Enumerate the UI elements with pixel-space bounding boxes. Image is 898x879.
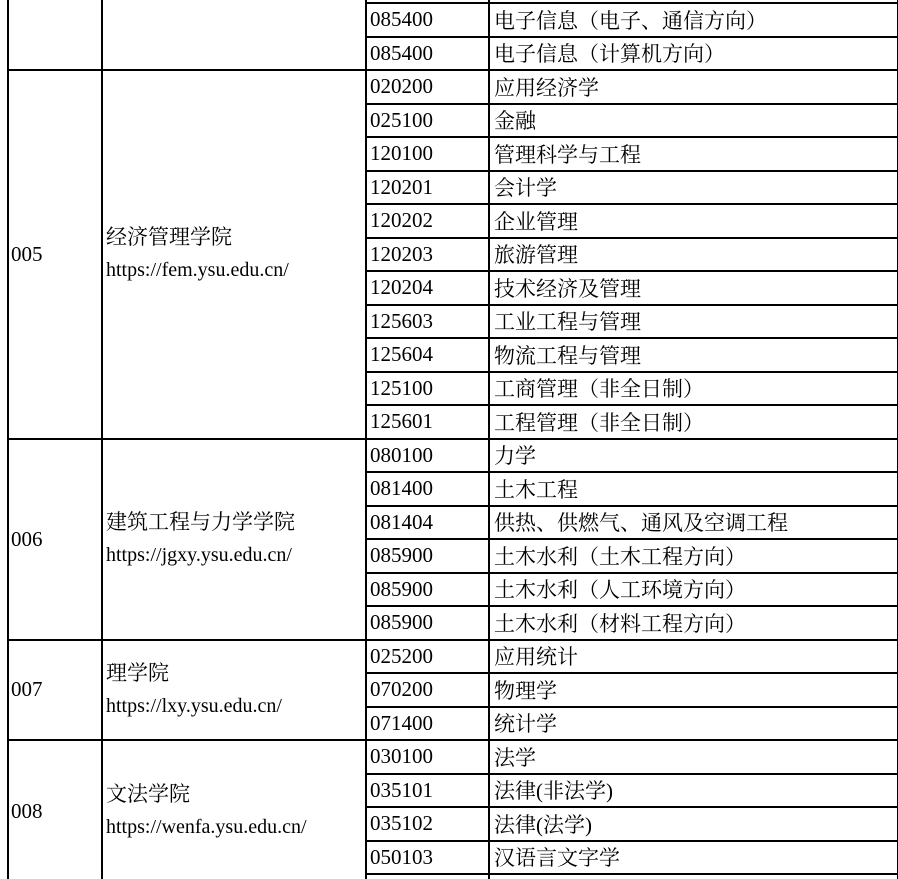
college-name: 经济管理学院 [106, 225, 232, 250]
program-name-cell: 物理学 [489, 673, 898, 707]
table-row [8, 740, 898, 774]
college-cell [102, 439, 366, 640]
program-code-cell: 085400 [366, 3, 489, 37]
college-url: https://jgxy.ysu.edu.cn/ [106, 544, 292, 566]
program-code-cell: 120203 [366, 238, 489, 272]
program-name-cell: 管理科学与工程 [489, 137, 898, 171]
program-name-cell: 技术经济及管理 [489, 271, 898, 305]
program-name-cell: 企业管理 [489, 204, 898, 238]
program-code-cell: 081400 [366, 472, 489, 506]
college-code-cell: 005 [8, 70, 102, 439]
program-name-cell: 工商管理（非全日制） [489, 372, 898, 406]
program-code-cell: 070200 [366, 673, 489, 707]
program-name-cell: 力学 [489, 439, 898, 473]
table-row [8, 640, 898, 674]
program-name-cell: 土木水利（材料工程方向） [489, 606, 898, 640]
program-name-cell: 法律(法学) [489, 807, 898, 841]
program-name-cell: 会计学 [489, 171, 898, 205]
college-cell [102, 740, 366, 879]
college-cell [102, 640, 366, 741]
program-code-cell: 085900 [366, 573, 489, 607]
program-name-cell: 法律(非法学) [489, 774, 898, 808]
program-code-cell: 035101 [366, 774, 489, 808]
program-name-cell: 供热、供燃气、通风及空调工程 [489, 506, 898, 540]
college-code-cell: 006 [8, 439, 102, 640]
program-name-cell: 电子信息（计算机方向） [489, 37, 898, 71]
college-url: https://lxy.ysu.edu.cn/ [106, 694, 282, 717]
program-name-cell: 应用经济学 [489, 70, 898, 104]
program-name-cell: 物流工程与管理 [489, 338, 898, 372]
table-row [8, 70, 898, 104]
program-code-cell: 120100 [366, 137, 489, 171]
program-name-cell: 工业工程与管理 [489, 305, 898, 339]
program-code-cell: 120204 [366, 271, 489, 305]
college-code-cell: 007 [8, 640, 102, 741]
college-url: https://wenfa.ysu.edu.cn/ [106, 816, 307, 838]
college-code-cell [8, 0, 102, 70]
program-code-cell: 025200 [366, 640, 489, 674]
college-cell [102, 70, 366, 439]
program-code-cell: 125601 [366, 405, 489, 439]
program-code-cell: 071400 [366, 707, 489, 741]
program-name-cell: 土木水利（人工环境方向） [489, 573, 898, 607]
partial-row-cell [366, 874, 489, 879]
partial-row-cell [489, 874, 898, 879]
program-code-cell: 080100 [366, 439, 489, 473]
program-code-cell: 125100 [366, 372, 489, 406]
program-name-cell: 旅游管理 [489, 238, 898, 272]
program-code-cell: 085900 [366, 539, 489, 573]
table-row [8, 439, 898, 473]
program-code-cell: 050103 [366, 841, 489, 875]
program-name-cell: 法学 [489, 740, 898, 774]
college-program-table [7, 0, 898, 879]
program-name-cell: 土木工程 [489, 472, 898, 506]
college-cell [102, 0, 366, 70]
program-code-cell: 020200 [366, 70, 489, 104]
program-code-cell: 125604 [366, 338, 489, 372]
college-name: 建筑工程与力学学院 [106, 510, 295, 534]
program-name-cell: 土木水利（土木工程方向） [489, 539, 898, 573]
program-name-cell: 应用统计 [489, 640, 898, 674]
program-name-cell: 电子信息（电子、通信方向） [489, 3, 898, 37]
program-code-cell: 085900 [366, 606, 489, 640]
program-code-cell: 125603 [366, 305, 489, 339]
program-name-cell: 工程管理（非全日制） [489, 405, 898, 439]
program-code-cell: 120202 [366, 204, 489, 238]
program-code-cell: 030100 [366, 740, 489, 774]
college-name: 文法学院 [106, 782, 190, 806]
program-name-cell: 统计学 [489, 707, 898, 741]
program-code-cell: 085400 [366, 37, 489, 71]
college-url: https://fem.ysu.edu.cn/ [106, 259, 289, 282]
program-code-cell: 035102 [366, 807, 489, 841]
program-name-cell: 汉语言文字学 [489, 841, 898, 875]
table-body [8, 0, 898, 879]
college-code-cell: 008 [8, 740, 102, 879]
program-code-cell: 081404 [366, 506, 489, 540]
program-code-cell: 025100 [366, 104, 489, 138]
program-name-cell: 金融 [489, 104, 898, 138]
program-code-cell: 120201 [366, 171, 489, 205]
college-name: 理学院 [106, 660, 169, 685]
